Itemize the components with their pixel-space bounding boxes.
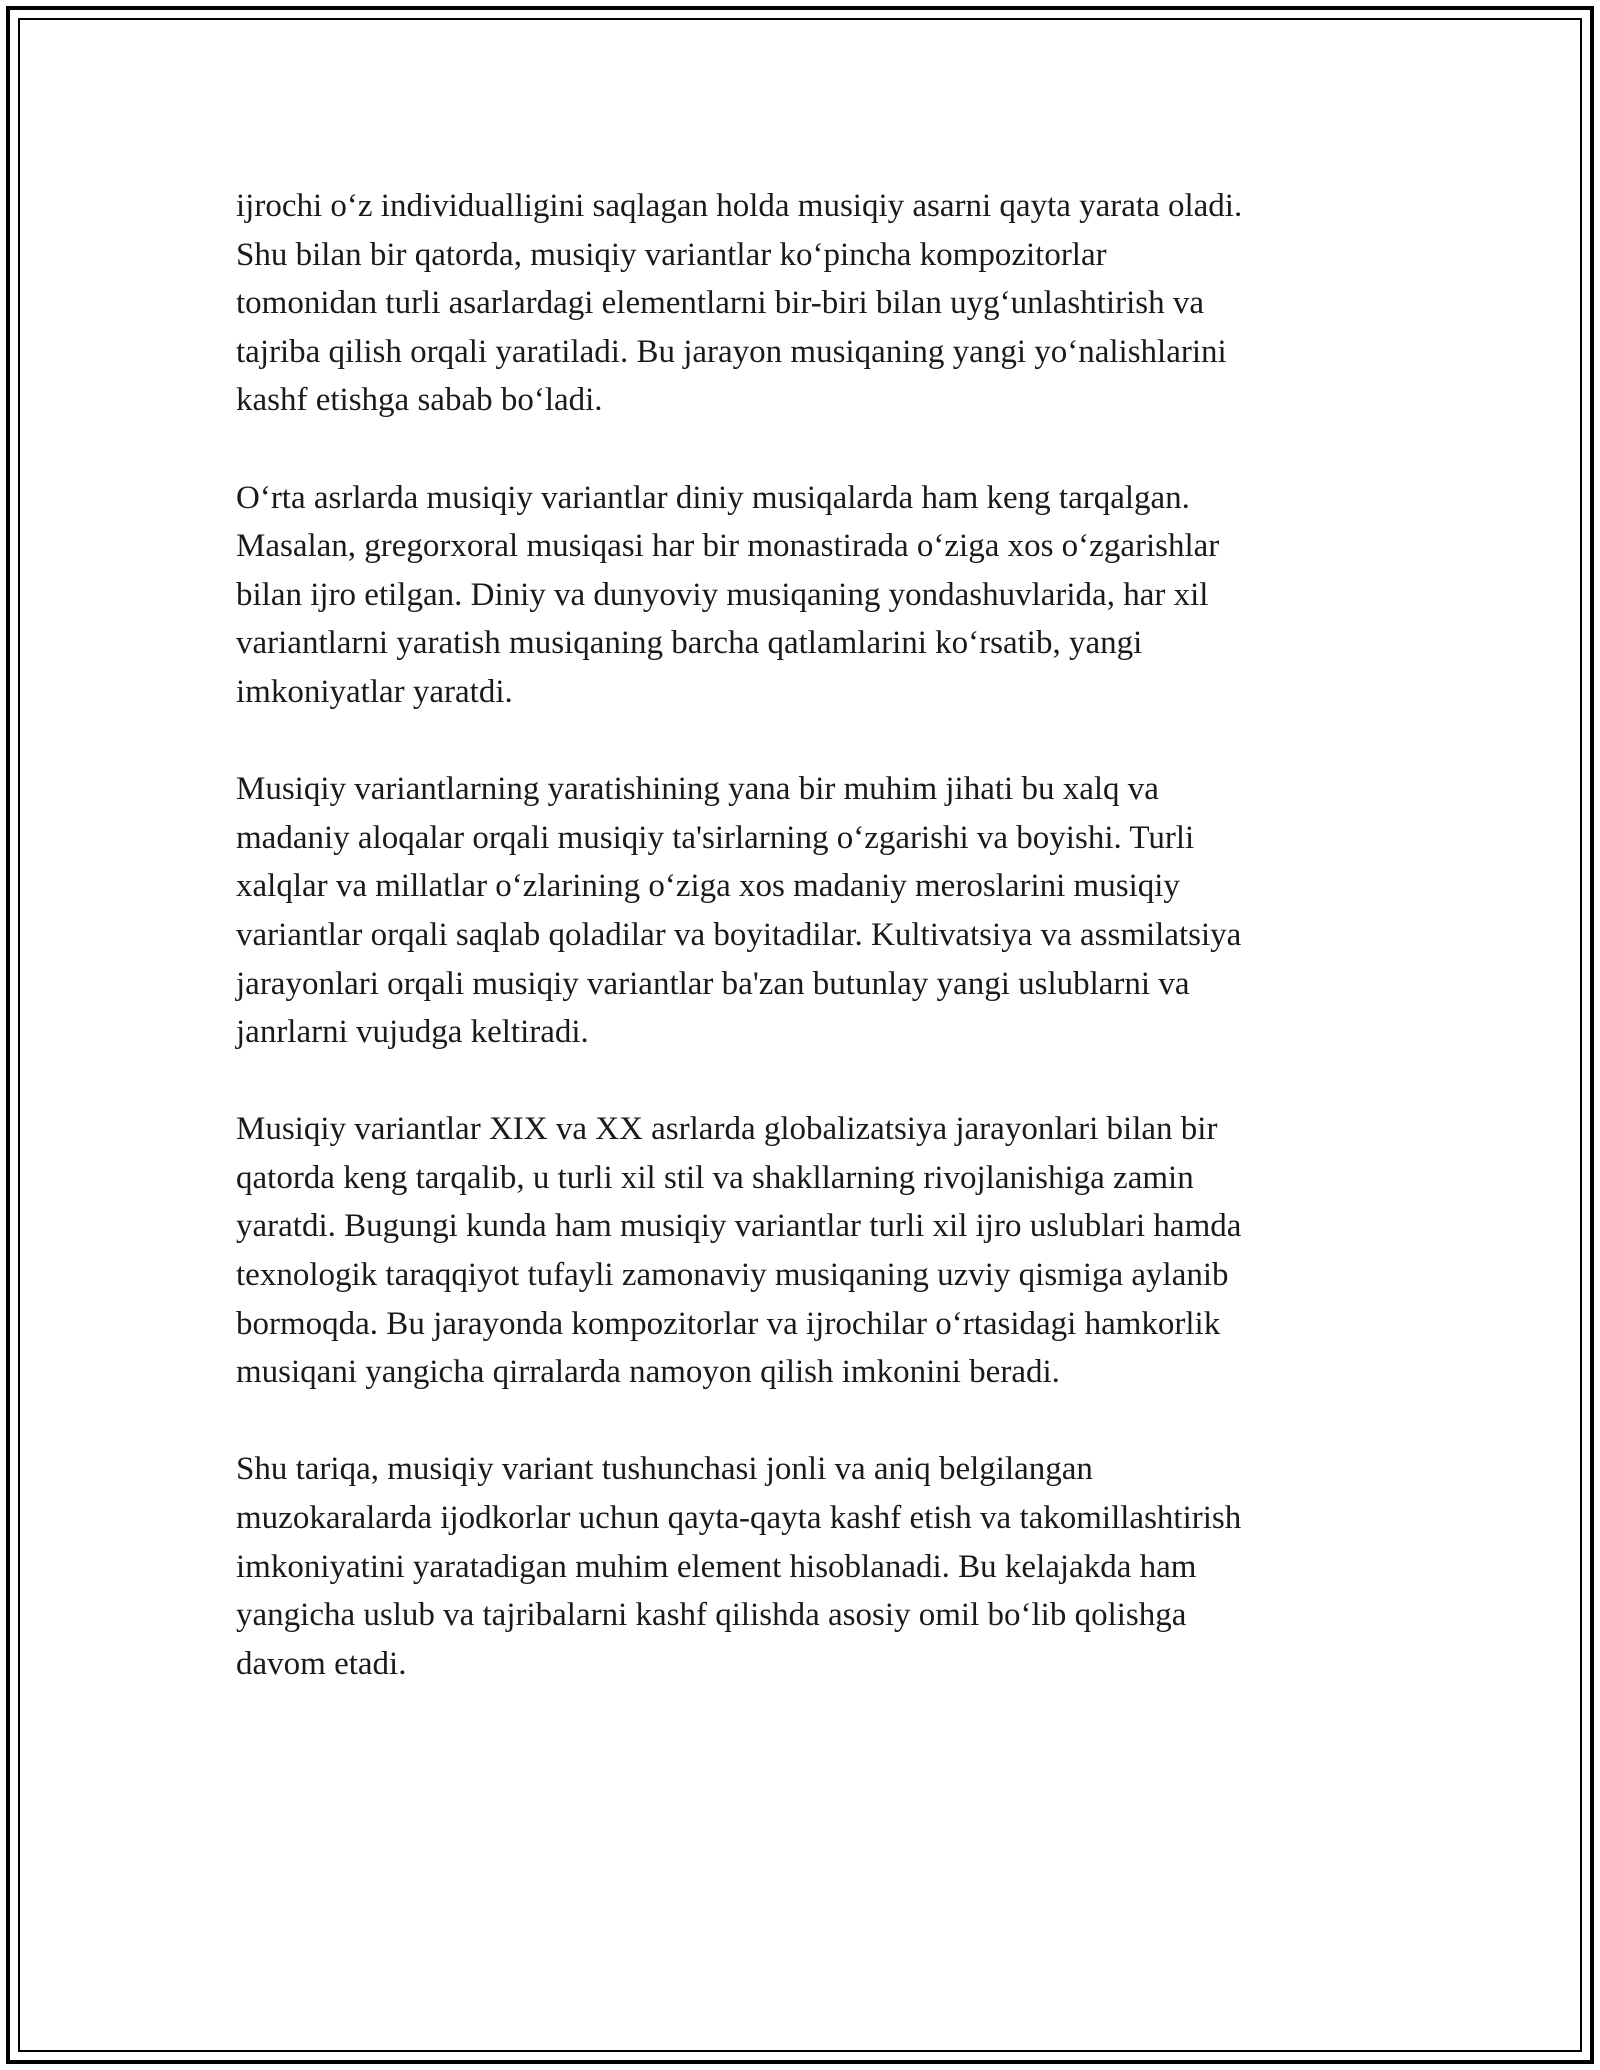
paragraph-5 bbox=[236, 1445, 1376, 1688]
text-line: imkoniyatini yaratadigan muhim element hisoblanadi. Bu kelajakda ham bbox=[236, 1548, 1197, 1585]
paragraph-4 bbox=[236, 1105, 1376, 1397]
text-line: texnologik taraqqiyot tufayli zamonaviy musiqaning uzviy qismiga aylanib bbox=[236, 1257, 1229, 1294]
text-line: yangicha uslub va tajribalarni kashf qilishda asosiy omil bo‘lib qolishga bbox=[236, 1597, 1187, 1634]
text-line: Masalan, gregorxoral musiqasi har bir monastirada o‘ziga xos o‘zgarishlar bbox=[236, 528, 1220, 565]
text-line: tomonidan turli asarlardagi elementlarni bir-biri bilan uyg‘unlashtirish va bbox=[236, 285, 1204, 322]
text-line: janrlarni vujudga keltiradi. bbox=[236, 1014, 589, 1051]
text-line: Shu bilan bir qatorda, musiqiy variantlar ko‘pincha kompozitorlar bbox=[236, 236, 1107, 273]
text-line: davom etadi. bbox=[236, 1645, 407, 1682]
text-line: bilan ijro etilgan. Diniy va dunyoviy musiqaning yondashuvlarida, har xil bbox=[236, 576, 1209, 613]
document-body bbox=[236, 182, 1376, 1737]
text-line: muzokaralarda ijodkorlar uchun qayta-qayta kashf etish va takomillashtirish bbox=[236, 1500, 1242, 1537]
text-line: Musiqiy variantlarning yaratishining yana bir muhim jihati bu xalq va bbox=[236, 771, 1159, 808]
text-line: Shu tariqa, musiqiy variant tushunchasi jonli va aniq belgilangan bbox=[236, 1451, 1093, 1488]
text-line: bormoqda. Bu jarayonda kompozitorlar va ijrochilar o‘rtasidagi hamkorlik bbox=[236, 1305, 1221, 1342]
paragraph-1 bbox=[236, 182, 1376, 425]
text-line: ijrochi o‘z individualligini saqlagan holda musiqiy asarni qayta yarata oladi. bbox=[236, 188, 1243, 224]
text-line: tajriba qilish orqali yaratiladi. Bu jarayon musiqaning yangi yo‘nalishlarini bbox=[236, 333, 1227, 370]
text-line: imkoniyatlar yaratdi. bbox=[236, 673, 513, 710]
text-line: yaratdi. Bugungi kunda ham musiqiy variantlar turli xil ijro uslublari hamda bbox=[236, 1208, 1242, 1245]
text-line: Musiqiy variantlar XIX va XX asrlarda globalizatsiya jarayonlari bilan bir bbox=[236, 1111, 1218, 1148]
paragraph-2 bbox=[236, 474, 1376, 717]
text-line: madaniy aloqalar orqali musiqiy ta'sirlarning o‘zgarishi va boyishi. Turli bbox=[236, 819, 1195, 856]
text-line: variantlar orqali saqlab qoladilar va boyitadilar. Kultivatsiya va assmilatsiya bbox=[236, 916, 1242, 953]
text-line: qatorda keng tarqalib, u turli xil stil va shakllarning rivojlanishiga zamin bbox=[236, 1159, 1194, 1196]
paragraph-3 bbox=[236, 765, 1376, 1057]
text-line: jarayonlari orqali musiqiy variantlar ba'zan butunlay yangi uslublarni va bbox=[236, 965, 1190, 1002]
text-line: variantlarni yaratish musiqaning barcha qatlamlarini ko‘rsatib, yangi bbox=[236, 625, 1143, 662]
text-line: musiqani yangicha qirralarda namoyon qilish imkonini beradi. bbox=[236, 1354, 1060, 1391]
text-line: O‘rta asrlarda musiqiy variantlar diniy musiqalarda ham keng tarqalgan. bbox=[236, 479, 1190, 516]
text-line: kashf etishga sabab bo‘ladi. bbox=[236, 382, 603, 419]
text-line: xalqlar va millatlar o‘zlarining o‘ziga xos madaniy meroslarini musiqiy bbox=[236, 868, 1180, 905]
